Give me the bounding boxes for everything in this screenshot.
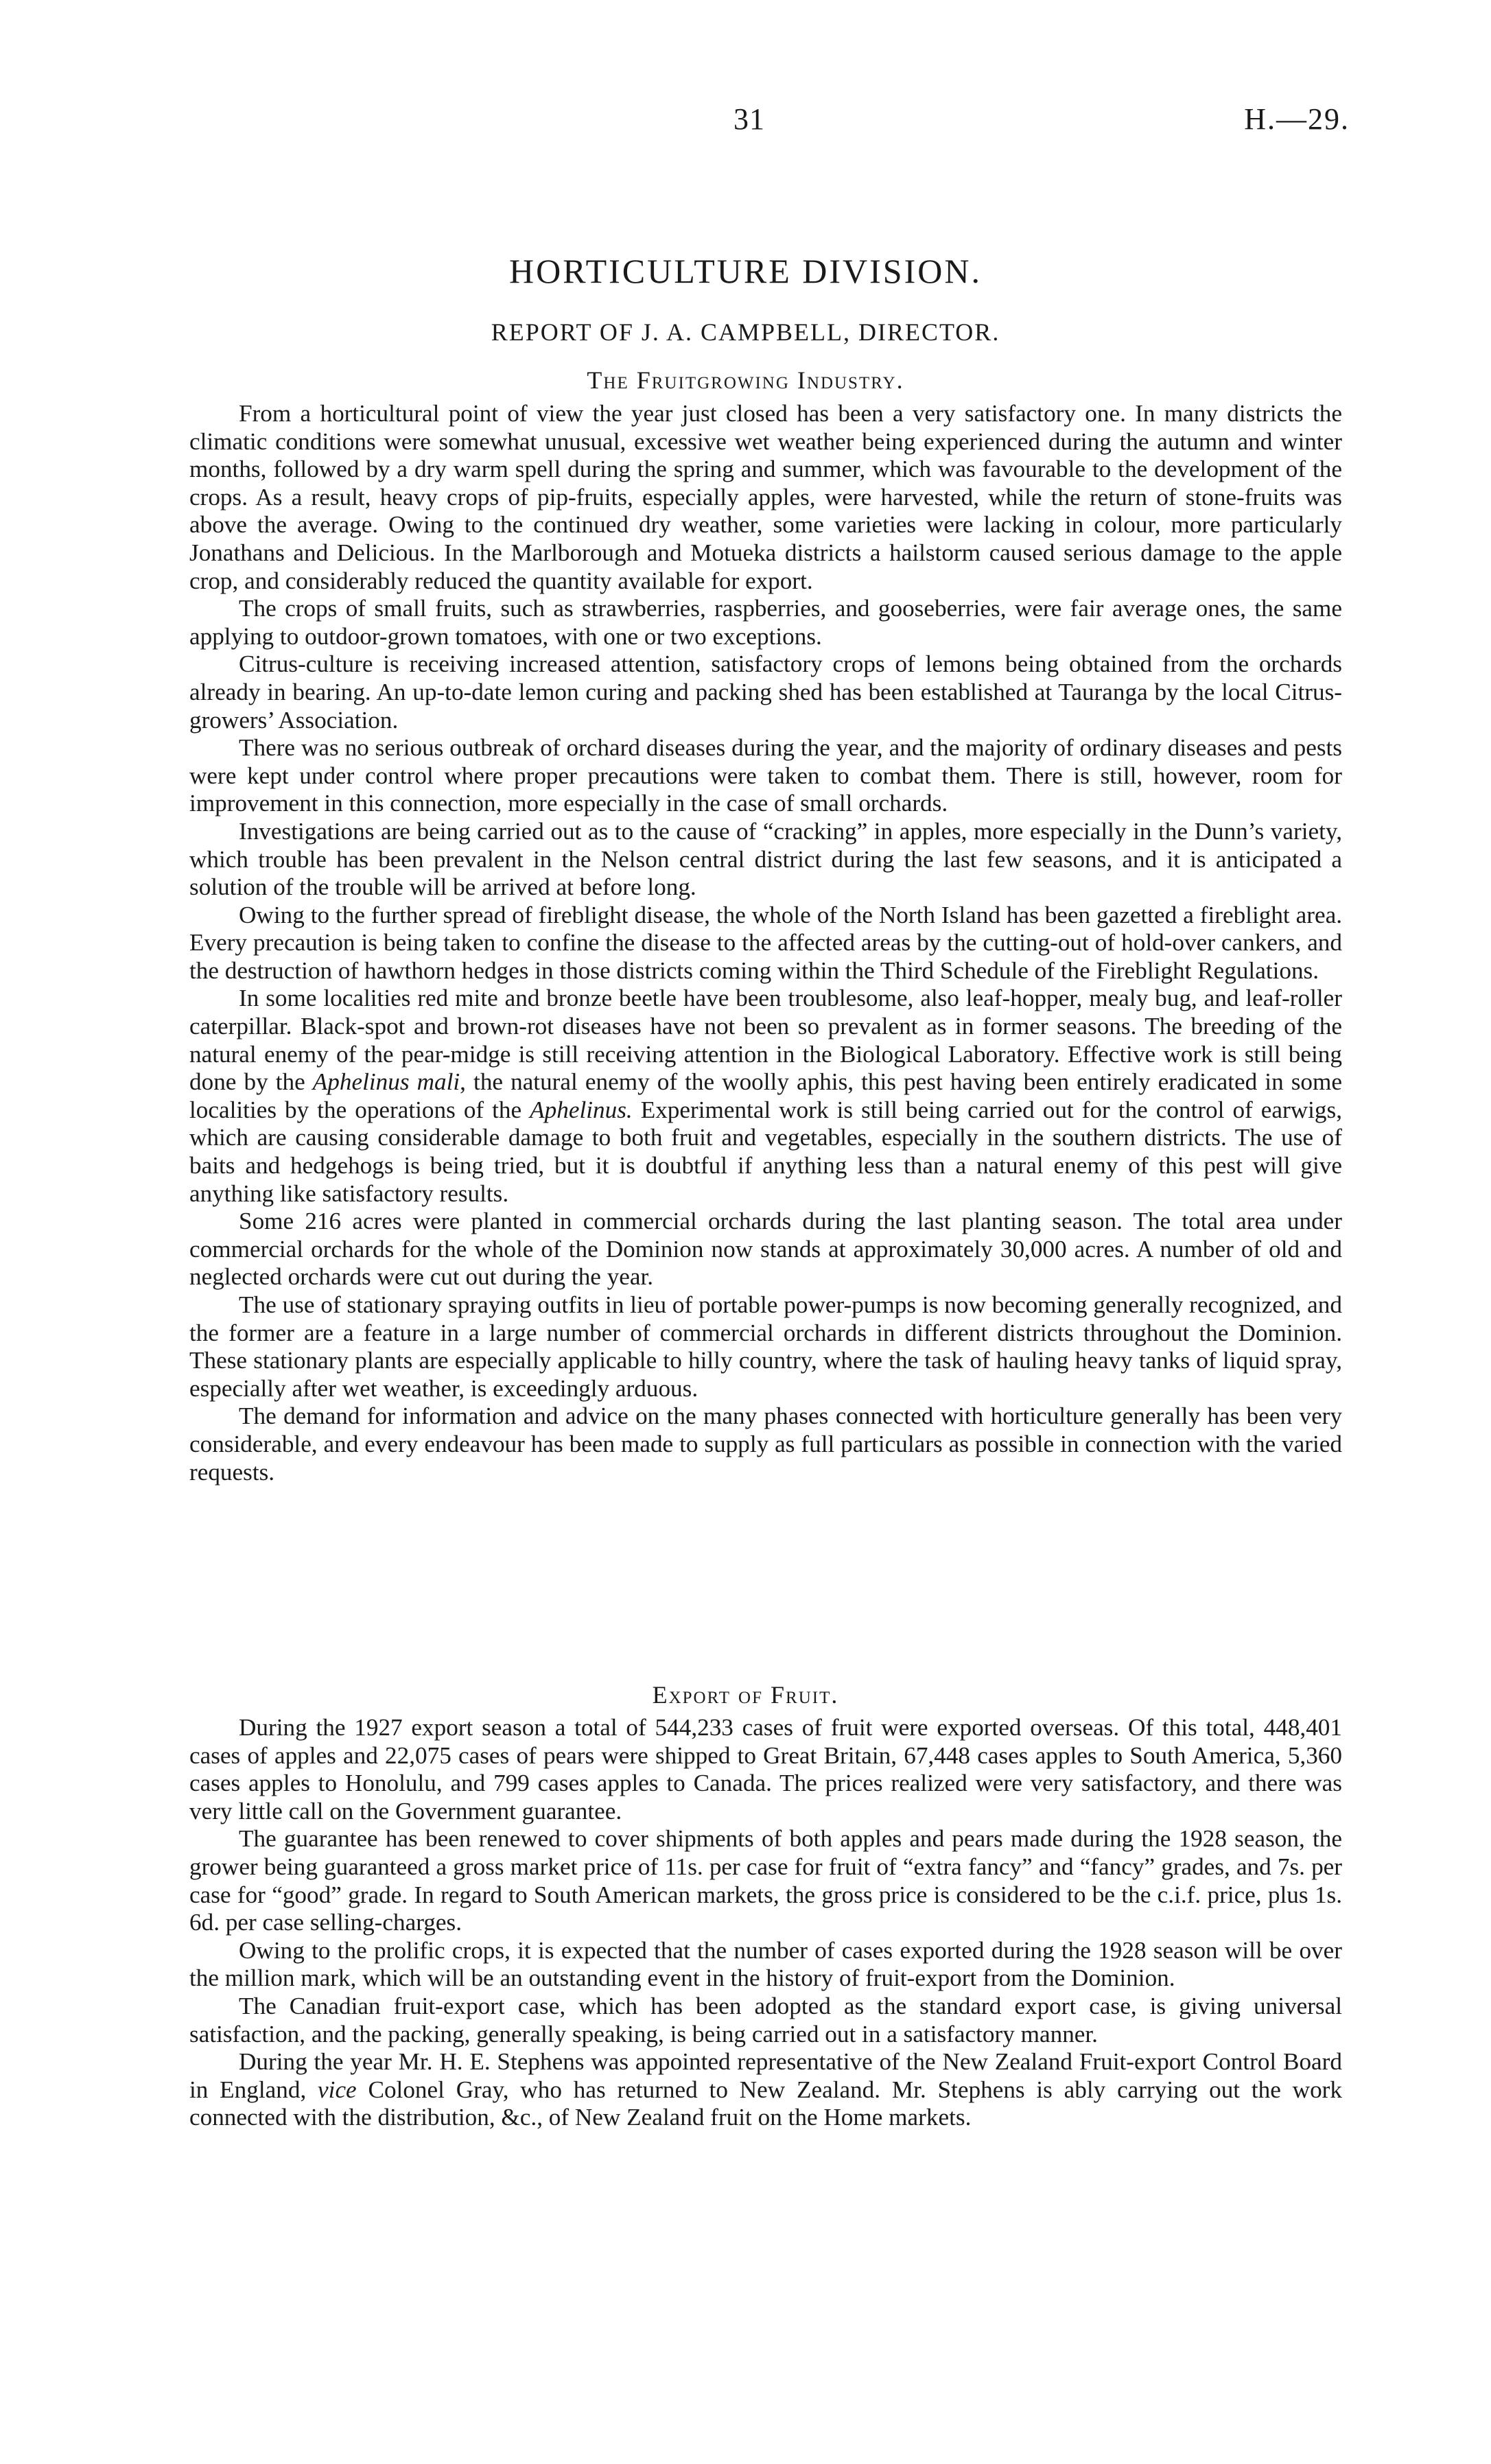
italic-term: Aphelinus mali [312,1068,460,1096]
paragraph: Investigations are being carried out as to the cause of “cracking” in apples, more especially in the Dunn’s variety, which trouble has been prevalent in the Nelson central district during the last few seasons, and it is anticipated a solution of the trouble will be arrived at before long. [189,817,1342,901]
paragraph: In some localities red mite and bronze beetle have been troublesome, also leaf-hopper, mealy bug, and leaf-roller caterpillar. Black-spot and brown-rot diseases have not been so prevalent as in former seasons. The breeding of the natural enemy of the pear-midge is still receiving attention in the Biological Laboratory. Effective work is still being done by the Aphelinus mali, the natural enemy of the woolly aphis, this pest having been entirely eradicated in some localities by the operations of the Aphelinus. Experimental work is still being carried out for the control of earwigs, which are causing considerable damage to both fruit and vegetables, especially in the southern districts. The use of baits and hedgehogs is being tried, but it is doubtful if anything less than a natural enemy of this pest will give anything like satisfactory results. [189,985,1343,1207]
section-body-fruitgrowing [189,400,1342,1486]
page-number: 31 [733,102,765,136]
paragraph: During the year Mr. H. E. Stephens was appointed representative of the New Zealand Fruit-export Control Board in England, vice Colonel Gray, who has returned to New Zealand. Mr. Stephens is ably carrying out the work connected with the distribution, &c., of New Zealand fruit on the Home markets. [189,2048,1342,2131]
paragraph: Citrus-culture is receiving increased attention, satisfactory crops of lemons being obtained from the orchards already in bearing. An up-to-date lemon curing and packing shed has been established at Tauranga by the local Citrus-growers’ Association. [189,650,1342,734]
paragraph: There was no serious outbreak of orchard diseases during the year, and the majority of ordinary diseases and pests were kept under control where proper precautions were taken to combat them. There is still, however, room for improvement in this connection, more especially in the case of small orchards. [189,734,1342,817]
page-title: HORTICULTURE DIVISION. [509,252,982,290]
paragraph: Some 216 acres were planted in commercial orchards during the last planting season. The total area under commercial orchards for the whole of the Dominion now stands at approximately 30,000 acres. A number of old and neglected orchards were cut out during the year. [189,1208,1342,1291]
paragraph: The Canadian fruit-export case, which has been adopted as the standard export case, is giving universal satisfaction, and the packing, generally speaking, is being carried out in a satisfactory manner. [189,1992,1342,2048]
report-subtitle: REPORT OF J. A. CAMPBELL, DIRECTOR. [491,318,1000,346]
paragraph: During the 1927 export season a total of 544,233 cases of fruit were exported overseas. Of this total, 448,401 cases of apples and 22,075 cases of pears were shipped to Great Britain, 67,448 cases apples to South America, 5,360 cases apples to Honolulu, and 799 cases apples to Canada. The prices realized were very satisfactory, and there was very little call on the Government guarantee. [189,1714,1342,1824]
paragraph: The use of stationary spraying outfits in lieu of portable power-pumps is now becoming generally recognized, and the former are a feature in a large number of commercial orchards in different districts throughout the Dominion. These stationary plants are especially applicable to hilly country, where the task of hauling heavy tanks of liquid spray, especially after wet weather, is exceedingly arduous. [189,1291,1342,1402]
section-body-export [189,1714,1342,2132]
section-heading-export: Export of Fruit. [652,1681,839,1709]
italic-term: vice [318,2076,357,2103]
document-reference: H.—29. [1244,102,1350,136]
italic-term: Aphelinus. [530,1096,633,1123]
paragraph: The crops of small fruits, such as strawberries, raspberries, and gooseberries, were fair average ones, the same applying to outdoor-grown tomatoes, with one or two exceptions. [189,595,1342,650]
paragraph: Owing to the prolific crops, it is expected that the number of cases exported during the 1928 season will be over the million mark, which will be an outstanding event in the history of fruit-export from the Dominion. [189,1936,1342,1992]
paragraph: The guarantee has been renewed to cover shipments of both apples and pears made during the 1928 season, the grower being guaranteed a gross market price of 11s. per case for fruit of “extra fancy” and “fancy” grades, and 7s. per case for “good” grade. In regard to South American markets, the gross price is considered to be the c.i.f. price, plus 1s. 6d. per case selling-charges. [189,1825,1342,1936]
paragraph: Owing to the further spread of fireblight disease, the whole of the North Island has been gazetted a fireblight area. Every precaution is being taken to confine the disease to the affected areas by the cutting-out of hold-over cankers, and the destruction of hawthorn hedges in those districts coming within the Third Schedule of the Fireblight Regulations. [189,901,1342,984]
paragraph: From a horticultural point of view the year just closed has been a very satisfactory one. In many districts the climatic conditions were somewhat unusual, excessive wet weather being experienced during the autumn and winter months, followed by a dry warm spell during the spring and summer, which was favourable to the development of the crops. As a result, heavy crops of pip-fruits, especially apples, were harvested, while the return of stone-fruits was above the average. Owing to the continued dry weather, some varieties were lacking in colour, more particularly Jonathans and Delicious. In the Marlborough and Motueka districts a hailstorm caused serious damage to the apple crop, and considerably reduced the quantity available for export. [189,400,1342,594]
paragraph: The demand for information and advice on the many phases connected with horticulture generally has been very considerable, and every endeavour has been made to supply as full particulars as possible in connection with the varied requests. [189,1403,1342,1486]
section-heading-fruitgrowing: The Fruitgrowing Industry. [587,366,904,394]
